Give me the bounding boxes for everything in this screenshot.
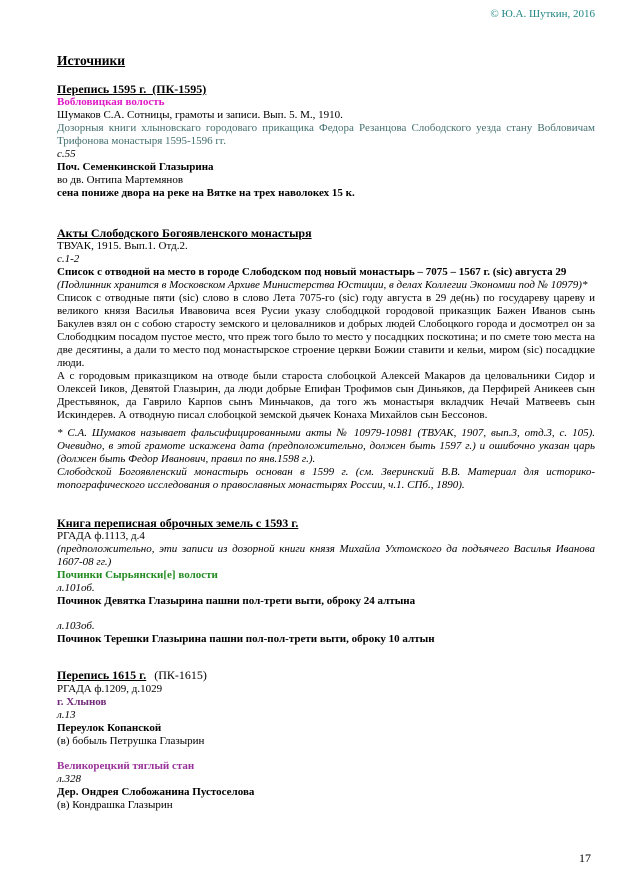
- list-title: Список с отводной на место в городе Слободском под новый монастырь – 7075 – 1567 г. (sic) августа 29: [57, 266, 567, 278]
- street-entry-title: Переулок Копанской: [57, 722, 162, 734]
- copyright-notice: © Ю.А. Шуткин, 2016: [490, 8, 595, 20]
- section-census-1615: [57, 668, 595, 812]
- folio-reference: л.328: [57, 773, 82, 785]
- bibliography-line: ТВУАК, 1915. Вып.1. Отд.2.: [57, 240, 188, 252]
- household-entry: во дв. Онтипа Мартемянов: [57, 174, 184, 186]
- census-1615-heading: [57, 668, 595, 683]
- volost-name: Вобловицкая волость: [57, 96, 165, 108]
- hay-note: сена пониже двора на реке на Вятке на трех наволокех 15 к.: [57, 187, 355, 199]
- page-reference: с.55: [57, 148, 76, 160]
- charter-paragraph-2: А с городовым приказщиком на отводе были староста слобоцкой Алексей Макаров да целовальники Сидор и Олексей Іиков, Девятой Глазырин, да люди добрые Епифан Трофимов сын Диньяков, да Перфирей Аникеев сын Дрестьвянок, да Гаврило Карпов сынъ Миньчаков, да того жъ монастыря вкладчик Нечай Матвеевъ сын Искиндерев. А отводную писал слобоцкой земской дьячек Конаха Михайлов сын Бессонов.: [57, 370, 595, 421]
- archive-reference: РГАДА ф.1113, д.4: [57, 530, 145, 542]
- pochinok-entry-title: Поч. Семенкинской Глазырина: [57, 161, 214, 173]
- pochinok-entry: Починок Девятка Глазырина пашни пол-трети выти, оброку 24 алтына: [57, 595, 416, 607]
- folio-reference: л.103об.: [57, 620, 95, 632]
- section-census-book-1593: [57, 516, 595, 646]
- page-number: 17: [579, 851, 591, 865]
- footnote-1: * С.А. Шумаков называет фальсифицированными акты № 10979-10981 (ТВУАК, 1907, вып.3, отд.3, с. 105). Очевидно, в этой грамоте искажена дата (предположительно, должен быть 1597 г.) и ошибочно указан царь (должен быть Федор Иванович, правил по янв.1598 г.).: [57, 427, 595, 465]
- volost-name: Починки Сырьянски[е] волости: [57, 569, 218, 581]
- bibliography-line: Шумаков С.А. Сотницы, грамоты и записи. Вып. 5. М., 1910.: [57, 109, 343, 121]
- footnote-2: Слободской Богоявленский монастырь основан в 1599 г. (см. Зверинский В.В. Материал для историко-топографического исследования о православных монастырях России, ч.1. СПб., 1890).: [57, 466, 595, 491]
- census-1615-heading-code: (ПК-1615): [154, 668, 207, 682]
- folio-reference: л.101об.: [57, 582, 95, 594]
- stan-name: Великорецкий тяглый стан: [57, 760, 195, 772]
- archive-reference: РГАДА ф.1209, д.1029: [57, 683, 163, 695]
- village-entry-title: Дер. Ондрея Слобожанина Пустоселова: [57, 786, 255, 798]
- census-1595-heading: Перепись 1595 г. (ПК-1595): [57, 82, 207, 96]
- census-1615-heading-main: Перепись 1615 г.: [57, 668, 147, 682]
- census-book-heading: Книга переписная оброчных земель с 1593 г.: [57, 516, 299, 530]
- page-title: Источники: [57, 53, 126, 68]
- archive-note: (Подлинник хранится в Московском Архиве Министерства Юстиции, в делах Коллегии Экономии под № 10979)*: [57, 279, 588, 291]
- household-entry: (в) Кондрашка Глазырин: [57, 799, 173, 811]
- attribution-note: (предположительно, эти записи из дозорной книги князя Михайла Ухтомского да подъячего Василья Иванова 1607-08 гг.): [57, 543, 595, 568]
- dozor-books-note: Дозорныя книги хлыновскаго городоваго прикащика Федора Резанцова Слободского уезда стану Вобловичам Трифонова монастыря 1595-1596 гг.: [57, 122, 595, 147]
- folio-reference: л.13: [57, 709, 76, 721]
- acts-heading: Акты Слободского Богоявленского монастыря: [57, 226, 312, 240]
- page-reference: с.1-2: [57, 253, 80, 265]
- pochinok-entry: Починок Терешки Глазырина пашни пол-пол-трети выти, оброку 10 алтын: [57, 633, 435, 645]
- charter-paragraph-1: Список с отводные пяти (sic) слово в слово Лета 7075-го (sic) году августа в 29 де(нь) по государеву цареву и великого князя Василья Ивавовича всея Русии указу слободцкой городовой приказщик Бажен Иванов сынь Бакулев взял он с собою старосту земского и целовалников и добрых людей Слобоцкого города и досмотрел он за Слободцким посадом пустое место, что преж того было то место у посадцких поскотина; и по смете тою места на две десятины, а дали то место под монастырское строение церкви Божии ставити и кельи, миром (sic) посадцкие люди.: [57, 292, 595, 369]
- section-acts-bogoyavlensky: [57, 226, 595, 492]
- section-census-1595: [57, 82, 595, 200]
- household-entry: (в) бобыль Петрушка Глазырин: [57, 735, 205, 747]
- city-name: г. Хлынов: [57, 696, 107, 708]
